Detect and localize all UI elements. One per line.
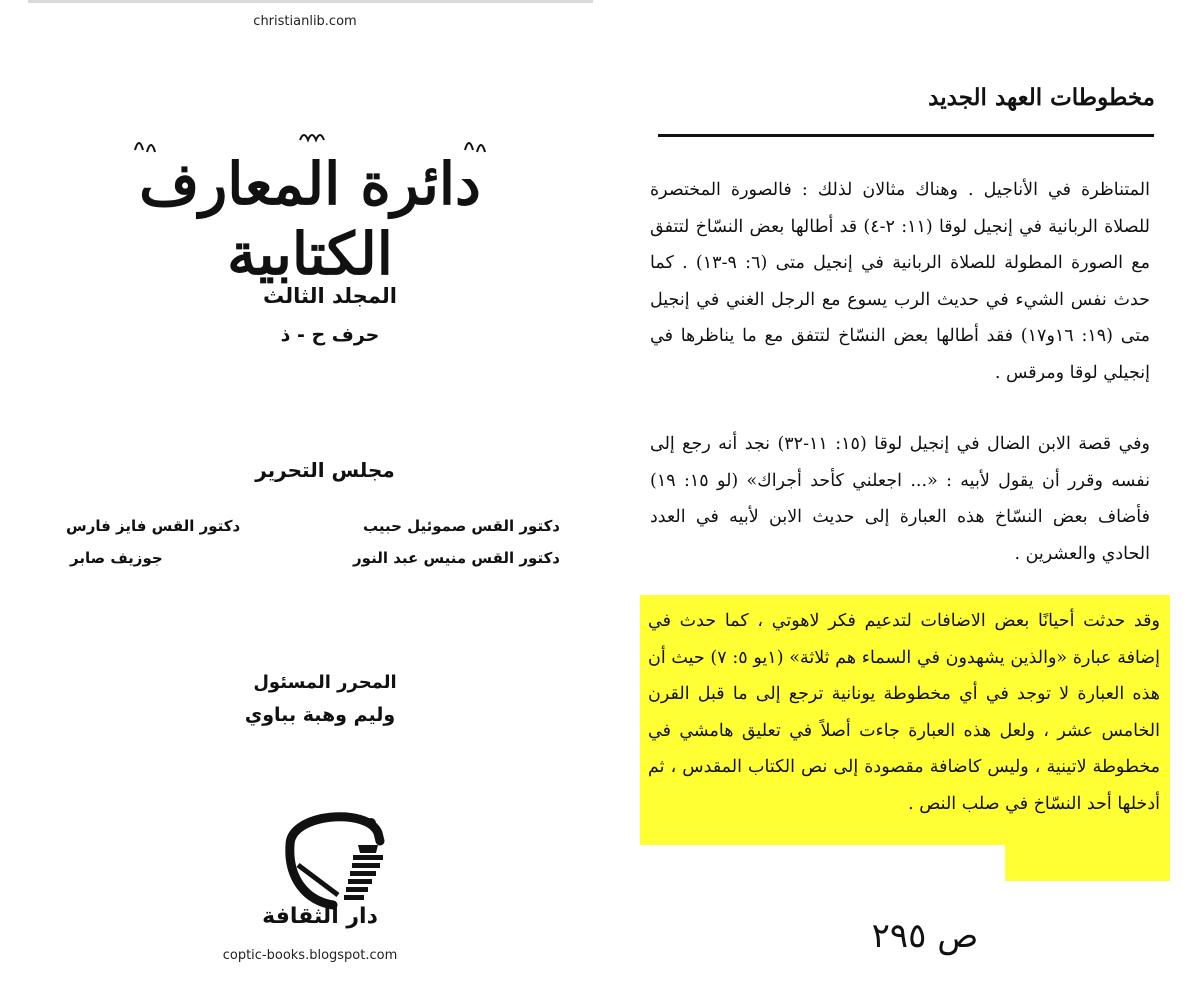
responsible-editor-name: وليم وهبة بباوي (244, 704, 396, 726)
highlight-block (1005, 845, 1170, 881)
editor-name: دكتور القس منيس عبد النور (353, 549, 560, 567)
page-running-heading: مخطوطات العهد الجديد (928, 84, 1155, 111)
volume-title: المجلد الثالث (263, 284, 397, 308)
body-paragraph: وفي قصة الابن الضال في إنجيل لوقا (١٥: ١١-٣٢) نجد أنه رجع إلى نفسه وقرر أن يقول لأبيه : «... اجعلني كأحد أجراك» (لو ١٥: ١٩) فأضاف بعض النسّاخ هذه العبارة إلى حديث الابن لأبيه في العدد الحادي والعشرين . (650, 434, 1150, 564)
letters-range: حرف ح - ذ (280, 324, 380, 346)
site-watermark-bottom: coptic-books.blogspot.com (222, 948, 398, 963)
publisher-name: دار الثقافة (262, 904, 378, 929)
responsible-editor-heading: المحرر المسئول (253, 672, 397, 693)
body-paragraph: المتناظرة في الأناجيل . وهناك مثالان لذلك : فالصورة المختصرة للصلاة الربانية في إنجيل لوقا (١١: ٢-٤) قد أطالها بعض النسّاخ لتتفق مع الصورة المطولة للصلاة الربانية في إنجيل متى (٦: ٩-١٣) . كما حدث نفس الشيء في حديث الرب يسوع مع الرجل الغني في إنجيل متى (١٩: ١٦و١٧) فقد أطالها بعض النسّاخ لتتفق مع ما يناظرها في إنجيلي لوقا ومرقس . (650, 180, 1150, 383)
editor-name: دكتور القس فايز فارس (66, 517, 241, 535)
page-number: ص ٢٩٥ (871, 916, 979, 956)
highlighted-paragraph: وقد حدثت أحيانًا بعض الاضافات لتدعيم فكر لاهوتي ، كما حدث في إضافة عبارة «والذين يشهدون في السماء هم ثلاثة» (١يو ٥: ٧) حيث أن هذه العبارة لا توجد في أي مخطوطة يونانية ترجع إلى ما قبل القرن الخامس عشر ، ولعل هذه العبارة جاءت أصلاً في تعليق هامشي في مخطوطة لاتينية ، وليس كاضافة مقصودة إلى نص الكتاب المقدس ، ثم أدخلها أحد النسّاخ في صلب النص . (648, 611, 1161, 814)
editor-name: دكتور القس صموئيل حبيب (362, 517, 560, 535)
editor-name: جوزيف صابر (70, 549, 163, 567)
book-title: دائرة المعارف الكتابية (139, 150, 481, 288)
publisher-logo-icon (268, 805, 408, 920)
editorial-board-heading: مجلس التحرير (255, 458, 395, 482)
site-watermark-top: christianlib.com (253, 14, 357, 29)
heading-divider (658, 134, 1154, 137)
top-edge-strip (28, 0, 593, 3)
